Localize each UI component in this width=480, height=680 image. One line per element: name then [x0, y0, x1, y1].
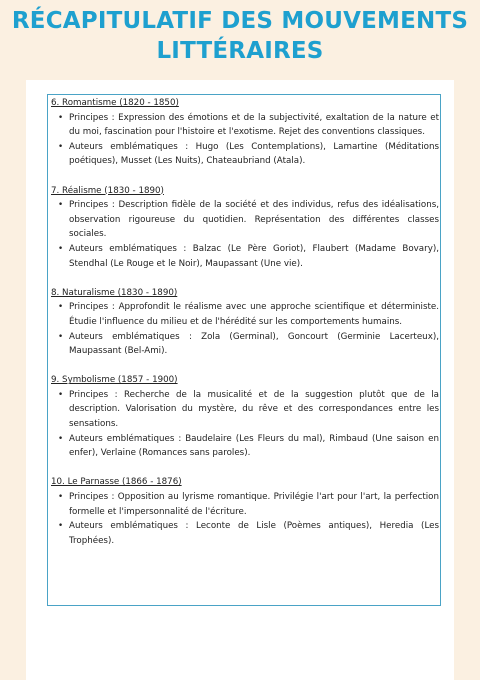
bullet-auteurs: • Auteurs emblématiques : Zola (Germinal), Goncourt (Germinie Lacerteux), Maupassant (Bel-Ami). — [69, 330, 439, 359]
bullet-principes: • Principes : Opposition au lyrisme romantique. Privilégie l'art pour l'art, la perfection formelle et l'impersonnalité de l'écriture. — [69, 490, 439, 519]
section-parnasse — [51, 475, 439, 548]
bullet-list — [51, 300, 439, 358]
bullet-principes: • Principes : Description fidèle de la société et des individus, refus des idéalisations, observation rigoureuse du quotidien. Représentation des différentes classes sociales. — [69, 198, 439, 242]
section-heading: 6. Romantisme (1820 - 1850) — [51, 98, 179, 108]
section-heading: 8. Naturalisme (1830 - 1890) — [51, 287, 178, 298]
section-heading: 9. Symbolisme (1857 - 1900) — [51, 375, 178, 386]
section-romantisme — [51, 96, 439, 169]
bullet-list — [51, 111, 439, 169]
bullet-auteurs: • Auteurs emblématiques : Leconte de Lisle (Poèmes antiques), Heredia (Les Trophées). — [69, 519, 439, 548]
page-title — [0, 6, 480, 66]
bullet-auteurs: • Auteurs emblématiques : Hugo (Les Contemplations), Lamartine (Méditations poétiques), Musset (Les Nuits), Chateaubriand (Atala). — [69, 140, 439, 169]
section-heading: 10. Le Parnasse (1866 - 1876) — [51, 477, 182, 488]
bullet-list — [51, 198, 439, 271]
section-heading: 7. Réalisme (1830 - 1890) — [51, 185, 164, 196]
bullet-list — [51, 490, 439, 548]
bullet-auteurs: • Auteurs emblématiques : Balzac (Le Père Goriot), Flaubert (Madame Bovary), Stendhal (Le Rouge et le Noir), Maupassant (Une vie). — [69, 242, 439, 271]
page-title-line-1: RÉCAPITULATIF DES MOUVEMENTS — [11, 8, 469, 34]
section-naturalisme — [51, 286, 439, 359]
bullet-principes: • Principes : Expression des émotions et de la subjectivité, exaltation de la nature et du moi, fascination pour l'histoire et l'exotisme. Rejet des conventions classiques. — [69, 111, 439, 140]
bullet-principes: • Principes : Recherche de la musicalité et de la suggestion plutôt que de la description. Valorisation du mystère, du rêve et des correspondances entre les sensations. — [69, 388, 439, 432]
section-symbolisme — [51, 373, 439, 461]
movements-list — [51, 96, 439, 563]
bullet-auteurs: • Auteurs emblématiques : Baudelaire (Les Fleurs du mal), Rimbaud (Une saison en enfer), Verlaine (Romances sans paroles). — [69, 432, 439, 461]
page-title-line-2: LITTÉRAIRES — [156, 38, 324, 64]
section-realisme — [51, 184, 439, 272]
bullet-principes: • Principes : Approfondit le réalisme avec une approche scientifique et déterministe. Étudie l'influence du milieu et de l'hérédité sur les comportements humains. — [69, 300, 439, 329]
bullet-list — [51, 388, 439, 461]
